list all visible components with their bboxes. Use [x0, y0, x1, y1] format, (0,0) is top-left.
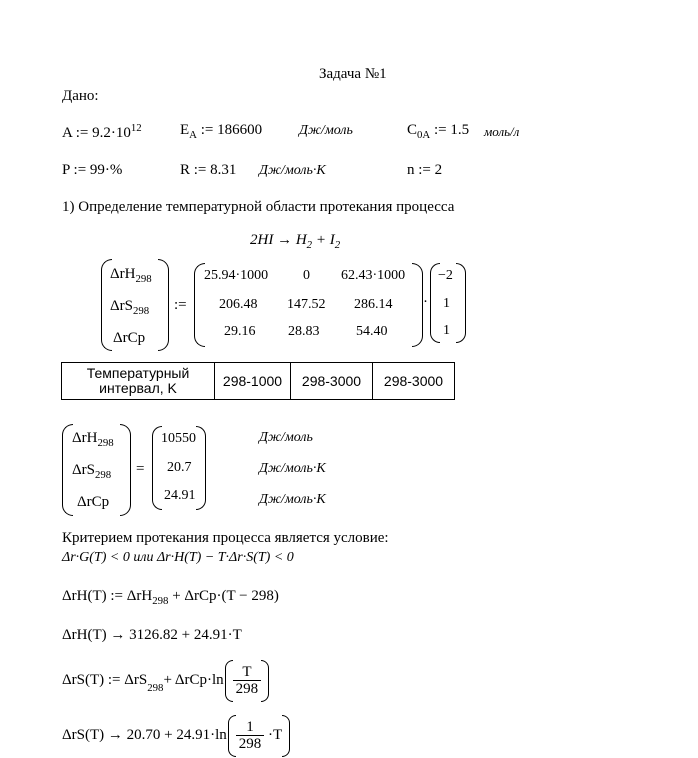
equation-dS-result: [62, 719, 290, 752]
given-label: Дано:: [62, 88, 99, 104]
given-EA-sub: A: [189, 129, 197, 141]
vector-cell-1: −2: [438, 268, 453, 283]
equation-dS-definition: [62, 664, 269, 697]
coef-cell-r3c1: 29.16: [224, 324, 256, 339]
given-P: P := 99·%: [62, 162, 123, 178]
vector-cell-3: 1: [443, 323, 450, 338]
lhs-right-paren: [158, 259, 169, 351]
lhs-dS-name: ΔrS: [110, 298, 133, 314]
result-unit-dS: Дж/моль·K: [259, 461, 326, 476]
result-lhs-dH298: [72, 430, 114, 449]
result-lhs-dS298: [72, 462, 111, 481]
eq-dS-result-fraction: [236, 719, 265, 752]
vector-right-paren: [456, 263, 466, 343]
result-value-dCp: 24.91: [164, 488, 196, 503]
reaction-i-sub: 2: [334, 239, 341, 251]
table-header-cell: Температурный интервал, K: [62, 363, 215, 400]
coef-cell-r2c3: 286.14: [354, 297, 393, 312]
coef-cell-r3c2: 28.83: [288, 324, 320, 339]
eq-dS-fraction-group: [225, 664, 270, 697]
eq-dS-fraction: [233, 664, 262, 697]
result-values-right-paren: [196, 426, 206, 510]
coef-cell-r1c1: 25.94·1000: [204, 268, 269, 283]
given-A-text: A := 9.2·10: [62, 125, 131, 141]
given-EA: [180, 122, 262, 141]
table-row: [62, 363, 455, 400]
result-unit-dCp: Дж/моль·K: [259, 492, 326, 507]
given-C0A-unit: моль/л: [484, 124, 520, 139]
table-cell-interval-2: 298-3000: [291, 363, 373, 400]
eq-dH-lhs: ΔrH(T) := ΔrH: [62, 588, 153, 604]
coef-cell-r2c1: 206.48: [219, 297, 258, 312]
coef-cell-r3c3: 54.40: [356, 324, 388, 339]
given-A: [62, 122, 142, 142]
eq-dS-result-denominator: 298: [238, 736, 262, 752]
result-dH-name: ΔrH: [72, 430, 98, 446]
equals-operator: =: [136, 461, 145, 477]
given-R-unit: Дж/моль·K: [259, 163, 326, 178]
equation-dH-result: ΔrH(T) → 3126.82 + 24.91·T: [62, 627, 242, 643]
lhs-dS-sub: 298: [132, 305, 150, 317]
eq-dS-result-fraction-group: [228, 719, 290, 752]
table-cell-interval-3: 298-3000: [373, 363, 455, 400]
eq-dS-result-left-paren: [228, 715, 236, 757]
given-A-exponent: 12: [130, 122, 142, 134]
result-value-dH: 10550: [161, 431, 196, 446]
given-C0A: [407, 122, 469, 141]
given-EA-rhs: := 186600: [196, 122, 263, 138]
eq-dH-sub: 298: [152, 595, 169, 607]
lhs-dH298: [110, 266, 152, 285]
coef-cell-r1c3: 62.43·1000: [341, 268, 406, 283]
result-dH-sub: 298: [97, 437, 114, 449]
result-dS-sub: 298: [94, 469, 112, 481]
lhs-dCp: ΔrCp: [113, 330, 146, 346]
reaction-left: 2HI → H: [250, 232, 307, 248]
given-n: n := 2: [407, 162, 443, 178]
given-C0A-sub: 0A: [417, 129, 431, 141]
equation-dH-definition: [62, 588, 279, 607]
eq-dS-result-tail: ·T: [268, 726, 283, 743]
eq-dS-mid: + ΔrCp·ln: [163, 672, 224, 688]
section1-heading: 1) Определение температурной области протекания процесса: [62, 199, 455, 215]
eq-dS-sub: 298: [147, 682, 164, 694]
eq-dS-lhs: ΔrS(T) := ΔrS: [62, 672, 148, 688]
eq-dS-numerator: T: [233, 664, 262, 681]
given-R: R := 8.31: [180, 162, 237, 178]
reaction-h-sub: 2: [306, 239, 313, 251]
vector-cell-2: 1: [443, 296, 450, 311]
eq-dS-right-paren: [261, 660, 269, 702]
coef-cell-r2c2: 147.52: [287, 297, 326, 312]
coef-cell-r1c2: 0: [303, 268, 310, 283]
eq-dS-result-lhs: ΔrS(T) → 20.70 + 24.91·ln: [62, 727, 227, 743]
given-EA-unit: Дж/моль: [299, 123, 353, 138]
eq-dH-rhs: + ΔrCp·(T − 298): [168, 588, 279, 604]
given-EA-lhs: E: [180, 122, 190, 138]
given-C0A-lhs: C: [407, 122, 418, 138]
temperature-interval-table: [61, 362, 455, 400]
reaction-plus: + I: [312, 232, 335, 248]
eq-dS-result-right-paren: [282, 715, 290, 757]
page-title: Задача №1: [319, 66, 387, 82]
result-lhs-right-paren: [120, 424, 131, 516]
given-C0A-rhs: := 1.5: [430, 122, 470, 138]
criterion-text: Критерием протекания процесса является условие:: [62, 530, 389, 546]
eq-dS-result-numerator: 1: [236, 719, 265, 736]
eq-dS-left-paren: [225, 660, 233, 702]
lhs-dS298: [110, 298, 149, 317]
result-unit-dH: Дж/моль: [259, 430, 313, 445]
lhs-dH-name: ΔrH: [110, 266, 136, 282]
eq-dS-denominator: 298: [235, 681, 259, 697]
reaction-equation: [250, 232, 340, 251]
lhs-dH-sub: 298: [135, 273, 152, 285]
table-cell-interval-1: 298-1000: [215, 363, 291, 400]
assign-operator: :=: [174, 297, 187, 313]
result-value-dS: 20.7: [167, 460, 192, 475]
coef-right-paren: [412, 263, 423, 347]
result-lhs-dCp: ΔrCp: [77, 494, 110, 510]
criterion-formula: Δr·G(T) < 0 или Δr·H(T) − T·Δr·S(T) < 0: [62, 550, 294, 565]
result-dS-name: ΔrS: [72, 462, 95, 478]
multiply-dot: ·: [423, 294, 428, 310]
